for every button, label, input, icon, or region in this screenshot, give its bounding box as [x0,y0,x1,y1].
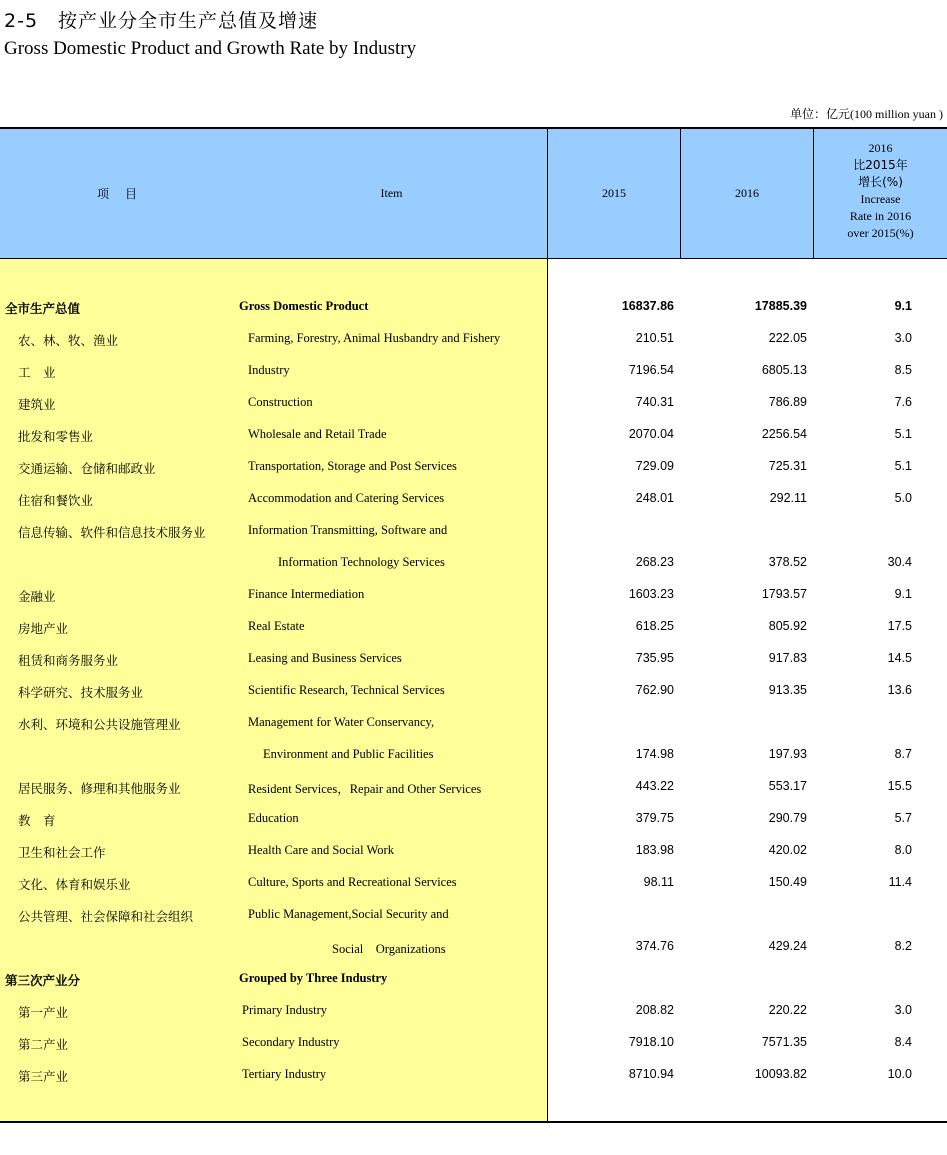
row-growth-rate: 5.1 [894,459,912,473]
row-growth-rate: 11.4 [888,875,912,889]
row-value-2015: 7196.54 [628,363,674,377]
table-bottom-rule [0,1121,947,1123]
table-row [0,1026,947,1058]
row-value-2015: 762.90 [635,683,674,697]
row-value-2016: 6805.13 [761,363,807,377]
row-label-en: Leasing and Business Services [248,651,402,665]
row-growth-rate: 17.5 [887,619,912,633]
row-label-en: Public Management,Social Security and [248,907,449,921]
header-2015: 2015 [602,186,626,200]
header-growth-line: Increase [860,192,901,206]
row-label-cn: 第三次产业分 [5,973,81,988]
table-row [0,322,947,354]
row-growth-rate: 8.4 [894,1035,912,1049]
row-label-cn: 第三产业 [18,1069,69,1084]
row-value-2016: 429.24 [768,939,807,953]
row-value-2016: 150.49 [768,875,807,889]
row-value-2016: 17885.39 [754,299,807,313]
row-value-2015: 729.09 [635,459,674,473]
row-label-en: Finance Intermediation [248,587,365,601]
row-growth-rate: 5.1 [894,427,912,441]
table-row-continuation [0,738,947,770]
row-value-2016: 913.35 [768,683,807,697]
row-label-en: Information Transmitting, Software and [248,523,448,537]
row-growth-rate: 8.2 [894,939,912,953]
row-label-en: Tertiary Industry [242,1067,327,1081]
row-growth-rate: 15.5 [887,779,912,793]
header-growth-rate [814,140,947,242]
row-value-2016: 292.11 [769,491,807,505]
row-label-en: Grouped by Three Industry [239,971,388,985]
page-title-en: Gross Domestic Product and Growth Rate by Industry [4,38,417,59]
row-label-cn: 水利、环境和公共设施管理业 [18,717,181,732]
row-label-en: Farming, Forestry, Animal Husbandry and Fishery [248,331,501,345]
row-value-2016: 290.79 [768,811,807,825]
row-growth-rate: 8.5 [894,363,912,377]
table-row [0,386,947,418]
row-label-en: Real Estate [248,619,305,633]
table-row [0,706,947,738]
table-body [0,290,947,1090]
row-value-2015: 8710.94 [628,1067,674,1081]
row-value-2016: 1793.57 [761,587,807,601]
row-label-cn: 住宿和餐饮业 [18,493,94,508]
row-value-2016: 805.92 [768,619,807,633]
row-label-cn: 居民服务、修理和其他服务业 [18,781,181,796]
table-row [0,450,947,482]
table-row [0,514,947,546]
row-value-2016: 725.31 [768,459,807,473]
row-value-2015: 248.01 [635,491,674,505]
row-label-cn: 批发和零售业 [18,429,94,444]
row-label-en: Resident Services，Repair and Other Services [248,782,482,796]
row-value-2016: 420.02 [768,843,807,857]
table-row [0,834,947,866]
row-growth-rate: 10.0 [887,1067,912,1081]
row-value-2015: 379.75 [635,811,674,825]
row-label-en: Health Care and Social Work [248,843,394,857]
row-label-en: Transportation, Storage and Post Services [248,459,457,473]
row-growth-rate: 3.0 [894,1003,912,1017]
row-label-en: Construction [248,395,313,409]
row-value-2016: 197.93 [768,747,807,761]
header-growth-line: Rate in 2016 [849,209,912,223]
row-value-2015: 740.31 [635,395,674,409]
row-label-cn: 工 业 [18,365,56,380]
row-label-en: Information Technology Services [278,555,445,569]
row-value-2015: 174.98 [635,747,674,761]
page-title-cn: 2-5 按产业分全市生产总值及增速 [4,10,319,32]
row-label-en: Environment and Public Facilities [263,747,434,761]
row-value-2015: 208.82 [635,1003,674,1017]
header-growth-line: 增长(%) [858,175,903,189]
table-row [0,898,947,930]
row-value-2016: 222.05 [768,331,807,345]
table-row [0,994,947,1026]
row-label-cn: 科学研究、技术服务业 [18,685,144,700]
table-row [0,642,947,674]
row-label-cn: 全市生产总值 [5,301,81,316]
row-growth-rate: 7.6 [894,395,912,409]
row-value-2016: 2256.54 [761,427,807,441]
row-label-en: Industry [248,363,290,377]
row-growth-rate: 5.0 [894,491,912,505]
row-value-2016: 553.17 [768,779,807,793]
row-label-cn: 第一产业 [18,1005,69,1020]
table-row [0,866,947,898]
row-value-2015: 16837.86 [621,299,674,313]
row-label-en: Secondary Industry [242,1035,340,1049]
table-row [0,578,947,610]
header-growth-line: 2016 [868,141,893,155]
row-label-en: Social Organizations [332,942,446,956]
row-growth-rate: 8.0 [894,843,912,857]
row-growth-rate: 8.7 [894,747,912,761]
row-value-2015: 210.51 [635,331,674,345]
table-row-total [0,290,947,322]
row-label-en: Scientific Research, Technical Services [248,683,445,697]
table-row [0,418,947,450]
table-row-continuation [0,930,947,962]
table-row [0,802,947,834]
row-growth-rate: 30.4 [887,555,912,569]
row-value-2015: 268.23 [635,555,674,569]
header-2016: 2016 [735,186,759,200]
row-value-2016: 917.83 [768,651,807,665]
row-value-2015: 2070.04 [628,427,674,441]
row-value-2016: 10093.82 [754,1067,807,1081]
row-growth-rate: 9.1 [894,587,912,601]
table-row [0,1058,947,1090]
row-label-cn: 公共管理、社会保障和社会组织 [18,909,194,924]
header-growth-line: 比2015年 [853,158,908,172]
row-value-2015: 183.98 [635,843,674,857]
table-row [0,770,947,802]
row-label-cn: 金融业 [18,589,56,604]
row-value-2016: 786.89 [768,395,807,409]
table-row-group-header [0,962,947,994]
row-label-en: Culture, Sports and Recreational Services [248,875,457,889]
row-growth-rate: 5.7 [894,811,912,825]
row-label-cn: 第二产业 [18,1037,69,1052]
row-label-cn: 交通运输、仓储和邮政业 [18,461,156,476]
row-growth-rate: 3.0 [894,331,912,345]
row-value-2015: 618.25 [635,619,674,633]
row-value-2015: 1603.23 [628,587,674,601]
row-value-2016: 378.52 [768,555,807,569]
row-label-cn: 农、林、牧、渔业 [18,333,119,348]
row-value-2015: 374.76 [635,939,674,953]
row-label-en: Accommodation and Catering Services [248,491,445,505]
row-label-cn: 建筑业 [18,397,56,412]
row-value-2015: 7918.10 [628,1035,674,1049]
row-label-cn: 信息传输、软件和信息技术服务业 [18,525,206,540]
row-growth-rate: 9.1 [894,299,912,313]
row-value-2015: 735.95 [635,651,674,665]
row-label-cn: 教 育 [18,813,56,828]
header-growth-line: over 2015(%) [847,226,914,240]
row-label-cn: 租赁和商务服务业 [18,653,119,668]
row-label-en: Education [248,811,299,825]
row-value-2015: 443.22 [635,779,674,793]
unit-label: 单位：亿元(100 million yuan ) [790,107,943,121]
row-label-en: Wholesale and Retail Trade [248,427,387,441]
row-value-2016: 220.22 [768,1003,807,1017]
row-label-cn: 文化、体育和娱乐业 [18,877,131,892]
table-row [0,610,947,642]
row-label-en: Primary Industry [242,1003,328,1017]
row-label-en: Management for Water Conservancy, [248,715,435,729]
row-value-2015: 98.11 [643,875,674,889]
table-row-continuation [0,546,947,578]
header-item-en: Item [380,186,403,200]
table-row [0,354,947,386]
row-growth-rate: 14.5 [887,651,912,665]
header-item-cn: 项 目 [96,187,139,201]
row-value-2016: 7571.35 [761,1035,807,1049]
row-label-cn: 房地产业 [18,621,69,636]
row-label-cn: 卫生和社会工作 [18,845,106,860]
row-label-en: Gross Domestic Product [239,299,369,313]
row-growth-rate: 13.6 [887,683,912,697]
table-row [0,482,947,514]
table-row [0,674,947,706]
